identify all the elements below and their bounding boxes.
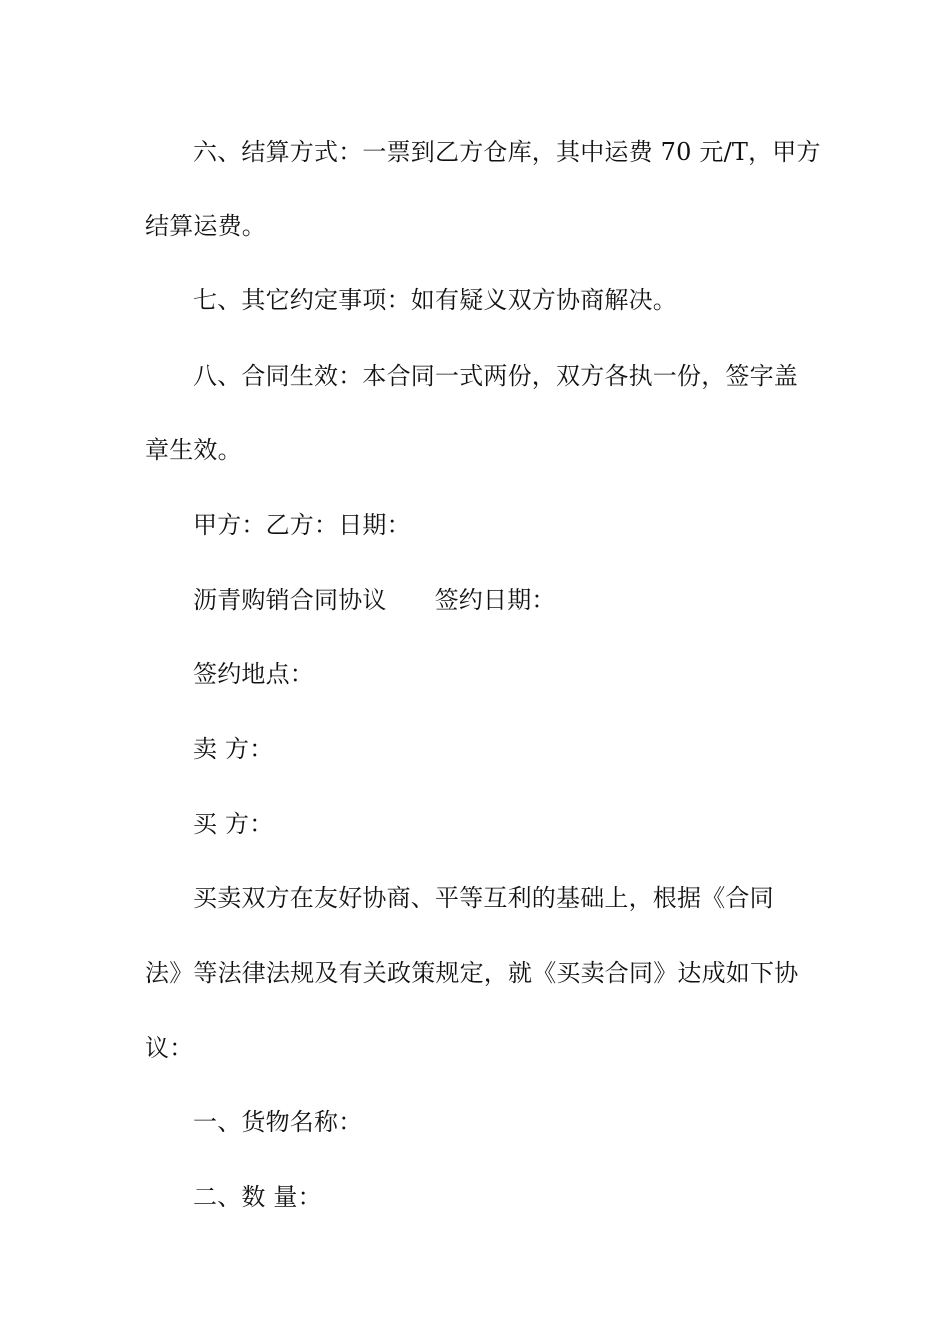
- contract-title-row: [193, 585, 805, 615]
- seller-label: 卖 方：: [193, 735, 274, 763]
- effectiveness-clause-line-2: 章生效。: [145, 436, 242, 464]
- sign-date-label: 签约日期：: [434, 586, 556, 614]
- contract-title: 沥青购销合同协议: [193, 586, 387, 614]
- settlement-clause-line-1: 六、结算方式：一票到乙方仓库，其中运费 70 元/T，甲方: [193, 138, 821, 166]
- preamble-line-1: 买卖双方在友好协商、平等互利的基础上，根据《合同: [193, 884, 774, 912]
- other-terms-clause: 七、其它约定事项：如有疑义双方协商解决。: [193, 286, 677, 314]
- effectiveness-clause-line-1: 八、合同生效：本合同一式两份，双方各执一份，签字盖: [193, 362, 798, 390]
- buyer-label: 买 方：: [193, 810, 274, 838]
- settlement-clause-line-2: 结算运费。: [145, 212, 266, 240]
- quantity-item: 二、数 量：: [193, 1183, 322, 1211]
- preamble-line-2: 法》等法律法规及有关政策规定，就《买卖合同》达成如下协: [145, 959, 799, 987]
- parties-signature-line: 甲方：乙方：日期：: [193, 511, 411, 539]
- goods-name-item: 一、货物名称：: [193, 1108, 363, 1136]
- preamble-line-3: 议：: [145, 1034, 194, 1062]
- sign-place-label: 签约地点：: [193, 660, 314, 688]
